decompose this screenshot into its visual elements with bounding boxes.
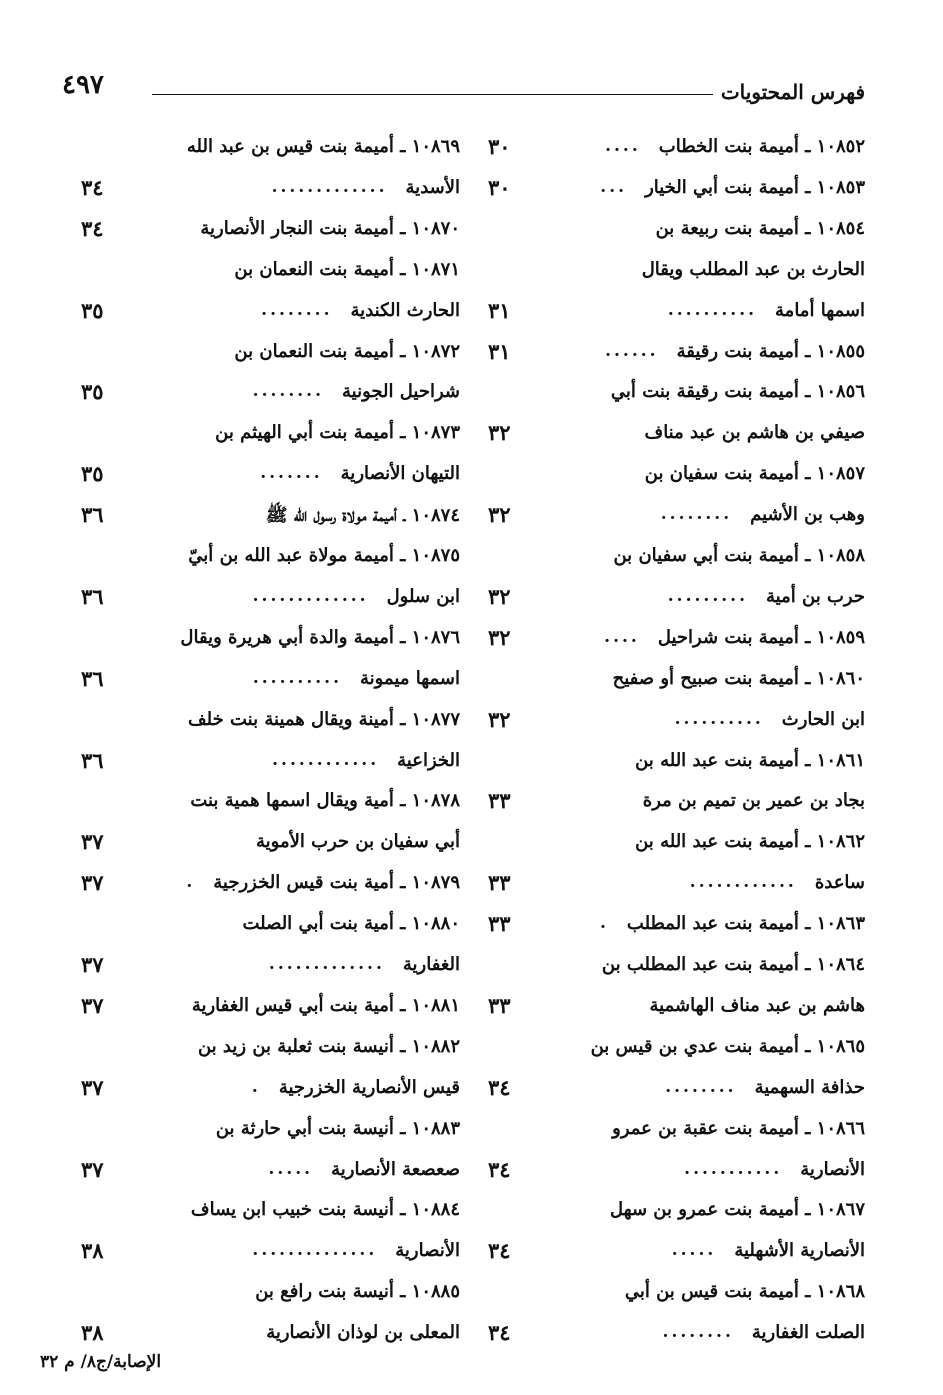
toc-entry-title: ١٠٨٦٥ ـ أميمة بنت عدي بن قيس بن [590,1035,865,1057]
toc-leader-dots: . [251,1076,261,1097]
toc-leader-dots: . [599,913,609,934]
toc-page-number: ٣٤ [488,1320,511,1346]
toc-entry-title: الأنصارية [395,1240,460,1262]
toc-entry [75,948,460,988]
toc-entry [470,171,865,211]
toc-leader-dots: ........ [660,504,733,525]
toc-entry-title: بجاد بن عمير بن تميم بن مرة [642,790,865,812]
toc-entry [75,416,460,456]
toc-entry-title: الحارث الكندية [350,299,460,321]
toc-entry-title: ١٠٨٧٥ ـ أميمة مولاة عبد الله بن أبيّ [188,545,460,566]
toc-page-number: ٣٦ [81,583,104,609]
toc-entry [470,989,865,1029]
toc-page-number: ٣٦ [81,665,104,691]
header-title: فهرس المحتويات [720,80,865,104]
toc-entry [470,335,865,375]
page-number: ٤٩٧ [62,70,104,100]
toc-entry-title: ابن الحارث [781,708,865,730]
toc-entry-title: الأسدية [405,176,460,198]
toc-entry-title: ١٠٨٨١ ـ أمية بنت أبي قيس الغفارية [191,994,460,1016]
toc-leader-dots: ............. [252,585,369,606]
toc-entry [470,1193,865,1233]
toc-page-number: ٣٧ [81,1074,104,1100]
toc-entry-title: ١٠٨٦٧ ـ أميمة بنت عمرو بن سهل [610,1199,865,1221]
toc-entry-title: المعلى بن لوذان الأنصارية [266,1322,460,1344]
toc-entry-title: اسمها أمامة [775,299,865,321]
toc-entry [470,375,865,415]
toc-page-number: ٣٣ [488,788,511,814]
toc-page-number: ٣٧ [81,952,104,977]
toc-leader-dots: ........ [665,1076,737,1097]
toc-entry-title: ١٠٨٦٣ ـ أميمة بنت عبد المطلب [626,913,865,935]
toc-entry [470,907,865,947]
toc-page-number: ٣٣ [488,870,511,896]
toc-entry [470,703,865,743]
toc-entry [470,1316,865,1356]
toc-entry [75,375,460,415]
toc-leader-dots: ........ [662,1322,734,1343]
toc-entry-title: الخزاعية [397,749,460,771]
toc-entry [75,1153,460,1193]
toc-entry [75,703,460,743]
toc-entry [75,907,460,947]
toc-page-number: ٣٢ [488,706,511,732]
toc-entry-title: ١٠٨٦١ ـ أميمة بنت عبد الله بن [635,749,865,771]
toc-entry [75,1275,460,1315]
toc-entry [75,866,460,906]
toc-page-number: ٣٤ [81,174,104,200]
toc-page-number: ٣٧ [81,1156,104,1182]
toc-leader-dots: ...... [605,340,659,361]
toc-page-number: ٣١ [488,297,511,323]
toc-entry-title: ١٠٨٦٠ ـ أميمة بنت صبيح أو صفيح [612,667,865,689]
toc-entry [470,866,865,906]
toc-entry-title: صعصعة الأنصارية [331,1158,460,1180]
toc-entry [470,253,865,293]
toc-entry-title: ١٠٨٥٦ ـ أميمة بنت رقيقة بنت أبي [610,381,865,403]
toc-entry [470,457,865,497]
toc-entry-title: ١٠٨٥٨ ـ أميمة بنت أبي سفيان بن [613,545,865,566]
toc-leader-dots: .... [604,626,640,647]
toc-leader-dots: ....... [260,463,323,484]
toc-page-number: ٣٣ [488,992,511,1018]
toc-page-number: ٣٦ [81,747,104,773]
toc-entry-title: ١٠٨٧٩ ـ أمية بنت قيس الخزرجية [213,872,460,894]
toc-entry-title: ابن سلول [386,585,460,607]
toc-entry [75,457,460,497]
toc-leader-dots: . [186,872,196,893]
toc-page-number: ٣٧ [81,829,104,855]
toc-entry [75,1193,460,1233]
toc-entry [75,825,460,865]
toc-entry-title: ١٠٨٥٤ ـ أميمة بنت ربيعة بن [655,217,865,239]
toc-entry-title: ١٠٨٧٠ ـ أميمة بنت النجار الأنصارية [200,217,460,239]
toc-leader-dots: .... [605,136,641,156]
toc-entry-title: ١٠٨٧٦ ـ أميمة والدة أبي هريرة ويقال [180,626,460,648]
toc-entry [470,294,865,334]
toc-entry [470,784,865,824]
toc-leader-dots: .......... [667,299,758,320]
toc-page-number: ٣٧ [81,992,104,1018]
toc-page-number: ٣٥ [81,379,104,405]
toc-entry [75,784,460,824]
toc-leader-dots: ... [600,176,628,197]
toc-page-number: ٣٢ [488,502,511,528]
toc-page-number: ٣٦ [81,502,104,528]
toc-entry [470,621,865,661]
toc-entry-title: ١٠٨٥٩ ـ أميمة بنت شراحيل [657,626,865,648]
toc-entry [470,1234,865,1274]
toc-entry-title: ١٠٨٨٤ ـ أنيسة بنت خبيب ابن يساف [190,1199,460,1221]
toc-leader-dots: ........... [684,1158,783,1179]
toc-entry-title: الصلت الغفارية [751,1322,865,1344]
toc-page-number: ٣٠ [488,174,511,200]
toc-leader-dots: ........ [252,381,325,402]
toc-entry-title: ١٠٨٥٧ ـ أميمة بنت سفيان بن [644,463,865,485]
toc-leader-dots: ............. [271,176,388,197]
toc-entry-title: ١٠٨٦٦ ـ أميمة بنت عقبة بن عمرو [612,1117,865,1139]
toc-page-number: ٣٨ [81,1320,104,1346]
toc-entry [75,580,460,620]
footer-signature: الإصابة/ج٨/ م ٣٢ [40,1352,162,1372]
toc-entry-title: ١٠٨٥٥ ـ أميمة بنت رقيقة [676,340,865,362]
toc-entry-title: ١٠٨٥٢ ـ أميمة بنت الخطاب [658,136,865,157]
toc-entry-title: ١٠٨٦٢ ـ أميمة بنت عبد الله بن [635,831,865,853]
toc-entry [75,1071,460,1111]
toc-entry [75,171,460,211]
toc-leader-dots: ............ [689,872,797,893]
toc-entry [75,335,460,375]
toc-entry [470,825,865,865]
toc-entry-title: وهب بن الأشيم [750,504,865,526]
toc-leader-dots: .............. [252,1240,378,1261]
toc-entry-title: ١٠٨٨٠ ـ أمية بنت أبي الصلت [242,913,460,935]
toc-entry [75,539,460,579]
toc-entry-title: ١٠٨٧١ ـ أميمة بنت النعمان بن [234,258,460,280]
toc-entry [75,294,460,334]
toc-leader-dots: ......... [667,585,749,606]
toc-entry-title: ١٠٨٦٩ ـ أميمة بنت قيس بن عبد الله [186,136,460,157]
toc-page-number: ٣٧ [81,870,104,896]
toc-entry-title: ١٠٨٨٢ ـ أنيسة بنت ثعلبة بن زيد بن [197,1035,460,1057]
toc-entry [75,1030,460,1070]
toc-entry-title: حذافة السهمية [754,1076,865,1098]
toc-entry [75,744,460,784]
toc-leader-dots: ..... [671,1240,717,1261]
toc-entry [470,948,865,988]
toc-entry [75,498,460,538]
toc-page-number: ٣٥ [81,297,104,323]
toc-entry [75,662,460,702]
toc-page-number: ٣٠ [488,134,511,159]
toc-entry-title: ١٠٨٨٥ ـ أنيسة بنت رافع بن [255,1281,460,1303]
toc-entry [470,539,865,579]
header-rule [152,94,713,95]
toc-entry [75,1112,460,1152]
toc-entry-title: الحارث بن عبد المطلب ويقال [641,258,865,280]
toc-page-number: ٣٤ [81,215,104,241]
toc-entry [470,498,865,538]
toc-leader-dots: ............ [272,749,380,770]
toc-entry [470,416,865,456]
toc-leader-dots: .......... [252,667,343,688]
toc-entry [75,989,460,1029]
toc-entry-title: اسمها ميمونة [360,667,460,689]
toc-entry-title: ١٠٨٧٣ ـ أميمة بنت أبي الهيثم بن [215,422,460,444]
toc-entry-title: هاشم بن عبد مناف الهاشمية [649,994,865,1016]
toc-entry-title: ١٠٨٧٧ ـ أمينة ويقال همينة بنت خلف [188,708,460,730]
toc-page-number: ٣٢ [488,583,511,609]
toc-entry [470,1275,865,1315]
toc-entry [75,212,460,252]
toc-page-number: ٣٤ [488,1074,511,1100]
toc-entry [470,1112,865,1152]
toc-entry-title: أبي سفيان بن حرب الأموية [256,831,460,853]
toc-entry [470,130,865,170]
toc-entry-title: ١٠٨٦٨ ـ أميمة بنت قيس بن أبي [624,1281,865,1303]
toc-entry [75,621,460,661]
toc-entry [75,130,460,170]
toc-entry-title: التيهان الأنصارية [340,463,460,485]
toc-entry-title: ١٠٨٥٣ ـ أميمة بنت أبي الخيار [645,176,865,198]
toc-leader-dots: ..... [268,1158,314,1179]
toc-page-number: ٣٥ [81,461,104,487]
toc-page-number: ٣٣ [488,911,511,937]
toc-leader-dots: ............. [268,954,385,974]
toc-entry-title: ١٠٨٨٣ ـ أنيسة بنت أبي حارثة بن [215,1117,460,1139]
toc-entry [470,744,865,784]
toc-leader-dots: .......... [674,708,764,729]
toc-entry [470,1153,865,1193]
toc-entry-title: حرب بن أمية [766,585,865,607]
toc-entry-title: الأنصارية الأشهلية [734,1240,865,1262]
toc-entry-title: شراحيل الجونية [342,381,460,403]
toc-entry-title: الغفارية [402,954,460,975]
toc-entry [470,580,865,620]
toc-entry-title: الأنصارية [800,1158,865,1180]
toc-entry-title: ١٠٨٧٢ ـ أميمة بنت النعمان بن [234,340,460,362]
toc-entry-title: ساعدة [814,872,865,894]
toc-entry [470,1030,865,1070]
toc-entry [470,1071,865,1111]
toc-entry-title: ١٠٨٧٨ ـ أمية ويقال اسمها همية بنت [190,790,460,812]
toc-page-number: ٣٤ [488,1156,511,1182]
toc-leader-dots: ........ [261,299,333,320]
toc-entry [470,662,865,702]
toc-page-number: ٣٤ [488,1238,511,1264]
toc-entry [75,253,460,293]
toc-entry [75,1234,460,1274]
toc-page-number: ٣١ [488,338,511,364]
toc-entry-title: قيس الأنصارية الخزرجية [278,1076,460,1098]
toc-entry-title: ١٠٨٧٤ ـ أميمة مولاة رسول الله ﷺ [265,505,460,527]
toc-page-number: ٣٢ [488,624,511,650]
toc-entry [75,1316,460,1356]
toc-entry [470,212,865,252]
toc-page-number: ٣٢ [488,420,511,446]
toc-entry-title: صيفي بن هاشم بن عبد مناف [644,422,865,444]
toc-entry-title: ١٠٨٦٤ ـ أميمة بنت عبد المطلب بن [601,954,865,975]
toc-page-number: ٣٨ [81,1238,104,1264]
